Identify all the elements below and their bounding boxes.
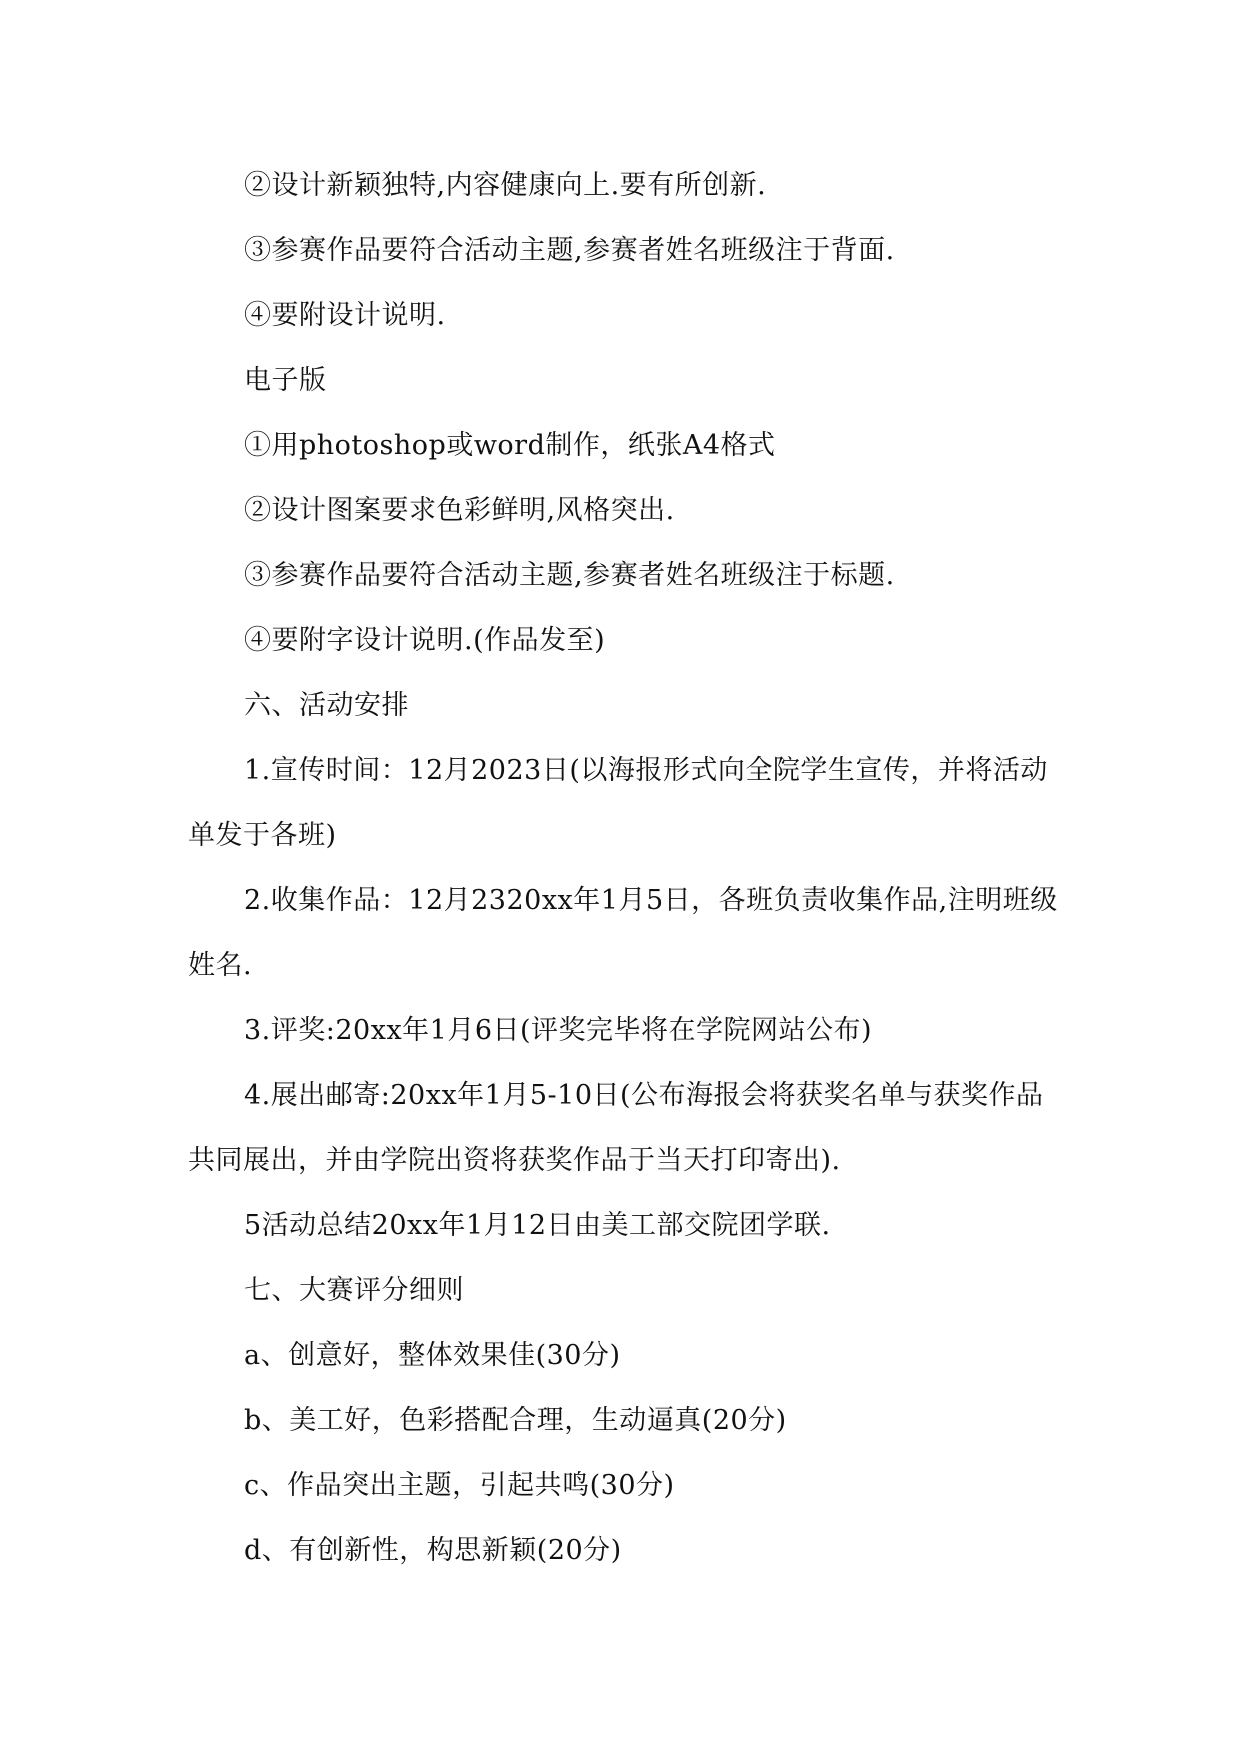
- paragraph: ②设计新颖独特,内容健康向上.要有所创新.: [244, 170, 767, 201]
- paragraph: b、美工好，色彩搭配合理，生动逼真(20分): [244, 1405, 787, 1436]
- paragraph: 3.评奖:20xx年1月6日(评奖完毕将在学院网站公布): [244, 1015, 873, 1046]
- paragraph: ①用photoshop或word制作，纸张A4格式: [244, 430, 776, 461]
- paragraph: d、有创新性，构思新颖(20分): [244, 1535, 622, 1566]
- document-body: [188, 153, 1058, 1583]
- paragraph: a、创意好，整体效果佳(30分): [244, 1340, 621, 1371]
- paragraph: ③参赛作品要符合活动主题,参赛者姓名班级注于标题.: [244, 560, 895, 591]
- paragraph: ③参赛作品要符合活动主题,参赛者姓名班级注于背面.: [244, 235, 895, 266]
- paragraph: 1.宣传时间：12月2023日(以海报形式向全院学生宣传，并将活动单发于各班): [188, 755, 1048, 851]
- section-heading: 七、大赛评分细则: [244, 1275, 464, 1306]
- paragraph: 2.收集作品：12月2320xx年1月5日，各班负责收集作品,注明班级姓名.: [188, 885, 1058, 981]
- paragraph: c、作品突出主题，引起共鸣(30分): [244, 1470, 675, 1501]
- section-heading: 六、活动安排: [244, 690, 409, 721]
- paragraph: ④要附字设计说明.(作品发至): [244, 625, 606, 656]
- section-subheading: 电子版: [244, 365, 327, 396]
- paragraph: 4.展出邮寄:20xx年1月5-10日(公布海报会将获奖名单与获奖作品共同展出，并由学院出资将获奖作品于当天打印寄出).: [188, 1080, 1044, 1176]
- paragraph: ④要附设计说明.: [244, 300, 446, 331]
- paragraph: ②设计图案要求色彩鲜明,风格突出.: [244, 495, 675, 526]
- paragraph: 5活动总结20xx年1月12日由美工部交院团学联.: [244, 1210, 831, 1241]
